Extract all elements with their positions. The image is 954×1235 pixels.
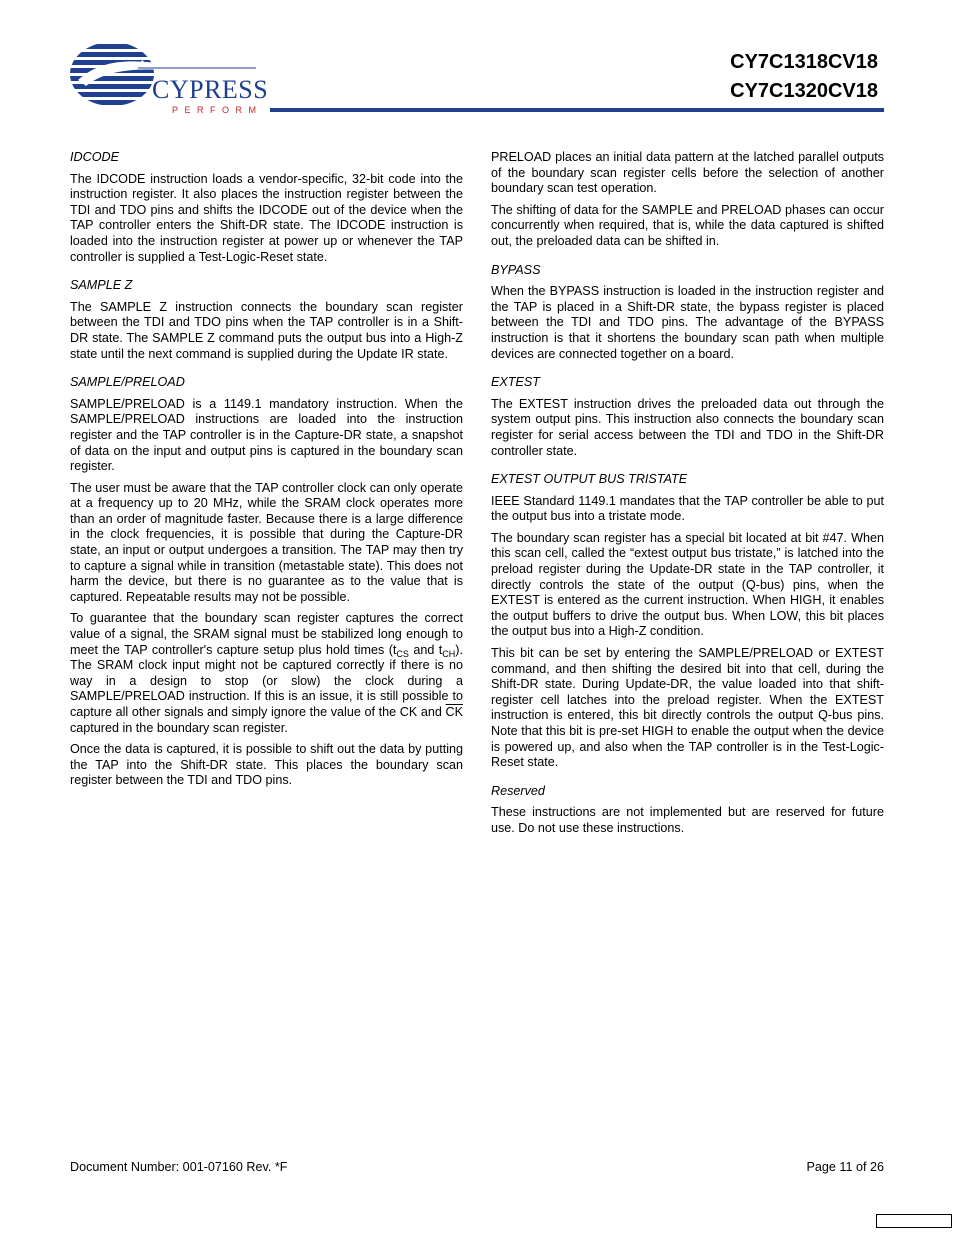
- paragraph: SAMPLE/PRELOAD is a 1149.1 mandatory instruction. When the SAMPLE/PRELOAD instructions are loaded into the instruction register and the TAP controller is in the Capture-DR state, a snapshot of data on the input and output pins is captured in the boundary scan register.: [70, 396, 463, 474]
- page-number: Page 11 of 26: [806, 1160, 884, 1174]
- paragraph: The boundary scan register has a special bit located at bit #47. When this scan cell, called the “extest output bus tristate,” is latched into the preload register during the Update-DR state in the TAP controller, it directly controls the state of the output (Q-bus) pins, when the EXTEST is entered as the current instruction. When HIGH, it enables the output buffers to drive the output bus. When LOW, this bit places the output bus into a High-Z condition.: [491, 530, 884, 639]
- section-heading-idcode: IDCODE: [70, 150, 119, 164]
- section-heading-sample-z: SAMPLE Z: [70, 278, 133, 293]
- paragraph: These instructions are not implemented but are reserved for future use. Do not use these instructions.: [491, 805, 884, 835]
- section-heading-bypass: BYPASS: [491, 262, 541, 277]
- section-heading-extest-tristate: EXTEST OUTPUT BUS TRISTATE: [491, 472, 688, 487]
- paragraph: The SAMPLE Z instruction connects the boundary scan register between the TDI and TDO pins when the TAP controller is in a Shift-DR state. The SAMPLE Z command puts the output bus into a High-Z state until the next command is supplied during the Update IR state.: [70, 299, 463, 361]
- text-run: captured in the boundary scan register.: [70, 720, 288, 735]
- section-heading-sample-preload: SAMPLE/PRELOAD: [70, 375, 185, 390]
- feedback-button[interactable]: [876, 1214, 952, 1228]
- paragraph: Once the data is captured, it is possible to shift out the data by putting the TAP into the Shift-DR state. This places the boundary scan register between the TDI and TDO pins.: [70, 742, 463, 788]
- paragraph: The user must be aware that the TAP controller clock can only operate at a frequency up to 20 MHz, while the SRAM clock operates more than an order of magnitude faster. Because there is a large difference in the clock frequencies, it is possible that during the Capture-DR state, an input or output undergoes a transition. The TAP may then try to capture a signal while in transition (metastable state). This does not harm the device, but there is no guarantee as to the value that is captured. Repeatable results may not be possible.: [70, 480, 463, 604]
- paragraph: The shifting of data for the SAMPLE and PRELOAD phases can occur concurrently when required, that is, while the data captured is shifted out, the preloaded data can be shifted in.: [491, 202, 884, 248]
- subscript-cs: CS: [396, 648, 409, 659]
- text-run: To guarantee that the boundary scan register captures the correct value of a signal, the SRAM signal must be stabilized long enough to meet the TAP controller's capture setup plus hold times (t: [70, 611, 463, 657]
- logo-tagline: PERFORM: [172, 105, 263, 115]
- document-number: Document Number: 001-07160 Rev. *F: [70, 1160, 288, 1174]
- text-run: and t: [408, 642, 443, 657]
- paragraph: When the BYPASS instruction is loaded in the instruction register and the TAP is placed in a Shift-DR state, the bypass register is placed between the TDI and TDO pins. The advantage of the BYPASS instruction is that it shortens the boundary scan path when multiple devices are connected together on a board.: [491, 284, 884, 361]
- header-rule: [270, 108, 884, 112]
- text-run: ). The SRAM clock input might not be captured correctly if there is no way in a design to stop (or slow) the clock during a SAMPLE/PRELOAD instruction. If this is an issue, it is still possible to capture all other signals and simply ignore the value of the CK and: [70, 642, 463, 719]
- left-column: [70, 150, 463, 795]
- subscript-ch: CH: [442, 648, 456, 659]
- logo-wordmark: CYPRESS: [152, 75, 269, 104]
- ck-bar-signal: $\overline{CK}$: [445, 705, 463, 719]
- section-heading-reserved: Reserved: [491, 783, 545, 798]
- section-heading-extest: EXTEST: [491, 375, 540, 390]
- part-number-2: CY7C1320CV18: [730, 80, 878, 102]
- paragraph: The EXTEST instruction drives the preloaded data out through the system output pins. This instruction also connects the boundary scan register for serial access between the TDI and TDO in the Shift-DR controller state.: [491, 396, 884, 458]
- paragraph: This bit can be set by entering the SAMPLE/PRELOAD or EXTEST command, and then shifting the desired bit into that cell, during the Shift-DR state. During Update-DR, the value loaded into that shift-register cell latches into the preload register. When the EXTEST instruction is entered, this bit directly controls the output Q-bus pins. Note that this bit is pre-set HIGH to enable the output when the device is powered up, and also when the TAP controller is in the Test-Logic-Reset state.: [491, 646, 884, 770]
- paragraph: The IDCODE instruction loads a vendor-specific, 32-bit code into the instruction register. It also places the instruction register between the TDI and TDO pins and shifts the IDCODE out of the device when the TAP controller enters the Shift-DR state. The IDCODE instruction is loaded into the instruction register at power up or whenever the TAP controller is supplied a Test-Logic-Reset state.: [70, 171, 463, 264]
- paragraph: PRELOAD places an initial data pattern at the latched parallel outputs of the boundary scan register cells before the selection of another boundary scan test operation.: [491, 150, 884, 196]
- part-number-1: CY7C1318CV18: [730, 51, 878, 73]
- cypress-logo: [68, 40, 269, 120]
- right-column: [491, 150, 884, 843]
- paragraph-timing: [70, 611, 463, 736]
- paragraph: IEEE Standard 1149.1 mandates that the TAP controller be able to put the output bus into a tristate mode.: [491, 493, 884, 524]
